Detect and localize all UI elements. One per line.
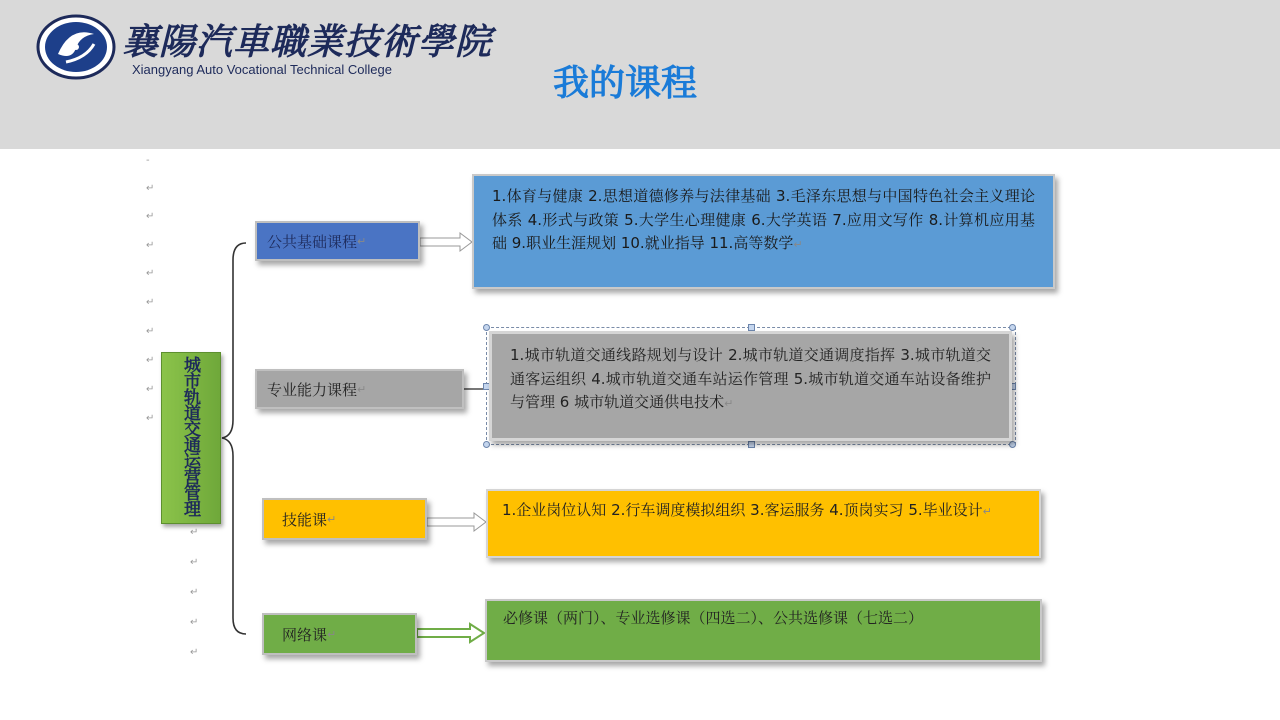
detail-text: 必修课（两门）、专业选修课（四选二）、公共选修课（七选二） <box>503 609 924 627</box>
category-label: 专业能力课程 <box>267 380 358 399</box>
return-arrow-glyph: ↵ <box>146 297 155 308</box>
resize-handle-s[interactable] <box>748 441 755 448</box>
left-brace <box>222 243 246 634</box>
page-title: 我的课程 <box>553 63 698 104</box>
connector-arrow-1 <box>420 233 472 251</box>
return-arrow-glyph: ↵ <box>982 505 992 518</box>
category-label: 技能课 <box>282 510 328 529</box>
connector-arrow-4 <box>417 624 484 642</box>
category-node-professional <box>255 369 464 409</box>
return-arrow-glyph: ↵ <box>146 384 155 395</box>
category-node-public-basics <box>255 221 420 261</box>
return-arrow-glyph: ↵ <box>146 240 155 251</box>
return-arrow-glyph: ↵ <box>327 627 337 641</box>
detail-box-public-basics <box>472 174 1055 289</box>
category-label: 公共基础课程 <box>267 232 358 251</box>
resize-handle-sw[interactable] <box>483 441 490 448</box>
resize-handle-nw[interactable] <box>483 324 490 331</box>
return-arrow-glyph: ↵ <box>190 557 199 568</box>
return-arrow-glyph: ↵ <box>190 527 199 538</box>
return-arrow-glyph: ↵ <box>146 183 155 194</box>
resize-handle-se[interactable] <box>1009 441 1016 448</box>
return-arrow-glyph: ↵ <box>190 617 199 628</box>
return-arrow-glyph: ↵ <box>146 355 155 366</box>
detail-box-skills <box>486 489 1041 558</box>
root-node-label: 城市轨道交通运营管理 <box>180 356 200 516</box>
detail-text: 1.体育与健康 2.思想道德修养与法律基础 3.毛泽东思想与中国特色社会主义理论体系 4.形式与政策 5.大学生心理健康 6.大学英语 7.应用文写作 8.计算机应用基础 9.职业生涯规划 10.就业指导 11.高等数学 <box>492 187 1035 252</box>
return-arrow-glyph: ↵ <box>146 413 155 424</box>
return-arrow-glyph: ↵ <box>190 587 199 598</box>
return-arrow-glyph: ↵ <box>146 268 155 279</box>
return-arrow-glyph: ↵ <box>146 211 155 222</box>
return-arrow-glyph: - <box>146 155 150 166</box>
category-label: 网络课 <box>282 625 328 644</box>
detail-box-online <box>485 599 1042 662</box>
connector-arrow-3 <box>427 513 486 531</box>
category-node-online <box>262 613 417 655</box>
return-arrow-glyph: ↵ <box>357 234 367 248</box>
return-arrow-glyph: ↵ <box>190 647 199 658</box>
detail-text: 1.企业岗位认知 2.行车调度模拟组织 3.客运服务 4.顶岗实习 5.毕业设计 <box>502 501 983 519</box>
detail-text: 1.城市轨道交通线路规划与设计 2.城市轨道交通调度指挥 3.城市轨道交通客运组织 4.城市轨道交通车站运作管理 5.城市轨道交通车站设备维护与管理 6 城市轨道交通供电技术 <box>510 346 991 411</box>
return-arrow-glyph: ↵ <box>724 397 734 410</box>
school-name-cn: 襄陽汽車職業技術學院 <box>122 21 493 63</box>
resize-handle-ne[interactable] <box>1009 324 1016 331</box>
resize-handle-n[interactable] <box>748 324 755 331</box>
return-arrow-glyph: ↵ <box>327 512 337 526</box>
category-node-skills <box>262 498 427 540</box>
school-name-en: Xiangyang Auto Vocational Technical College <box>132 62 392 77</box>
detail-box-professional[interactable] <box>489 331 1012 441</box>
return-arrow-glyph: ↵ <box>146 326 155 337</box>
return-arrow-glyph: ↵ <box>357 382 367 396</box>
return-arrow-glyph: ↵ <box>793 238 803 251</box>
